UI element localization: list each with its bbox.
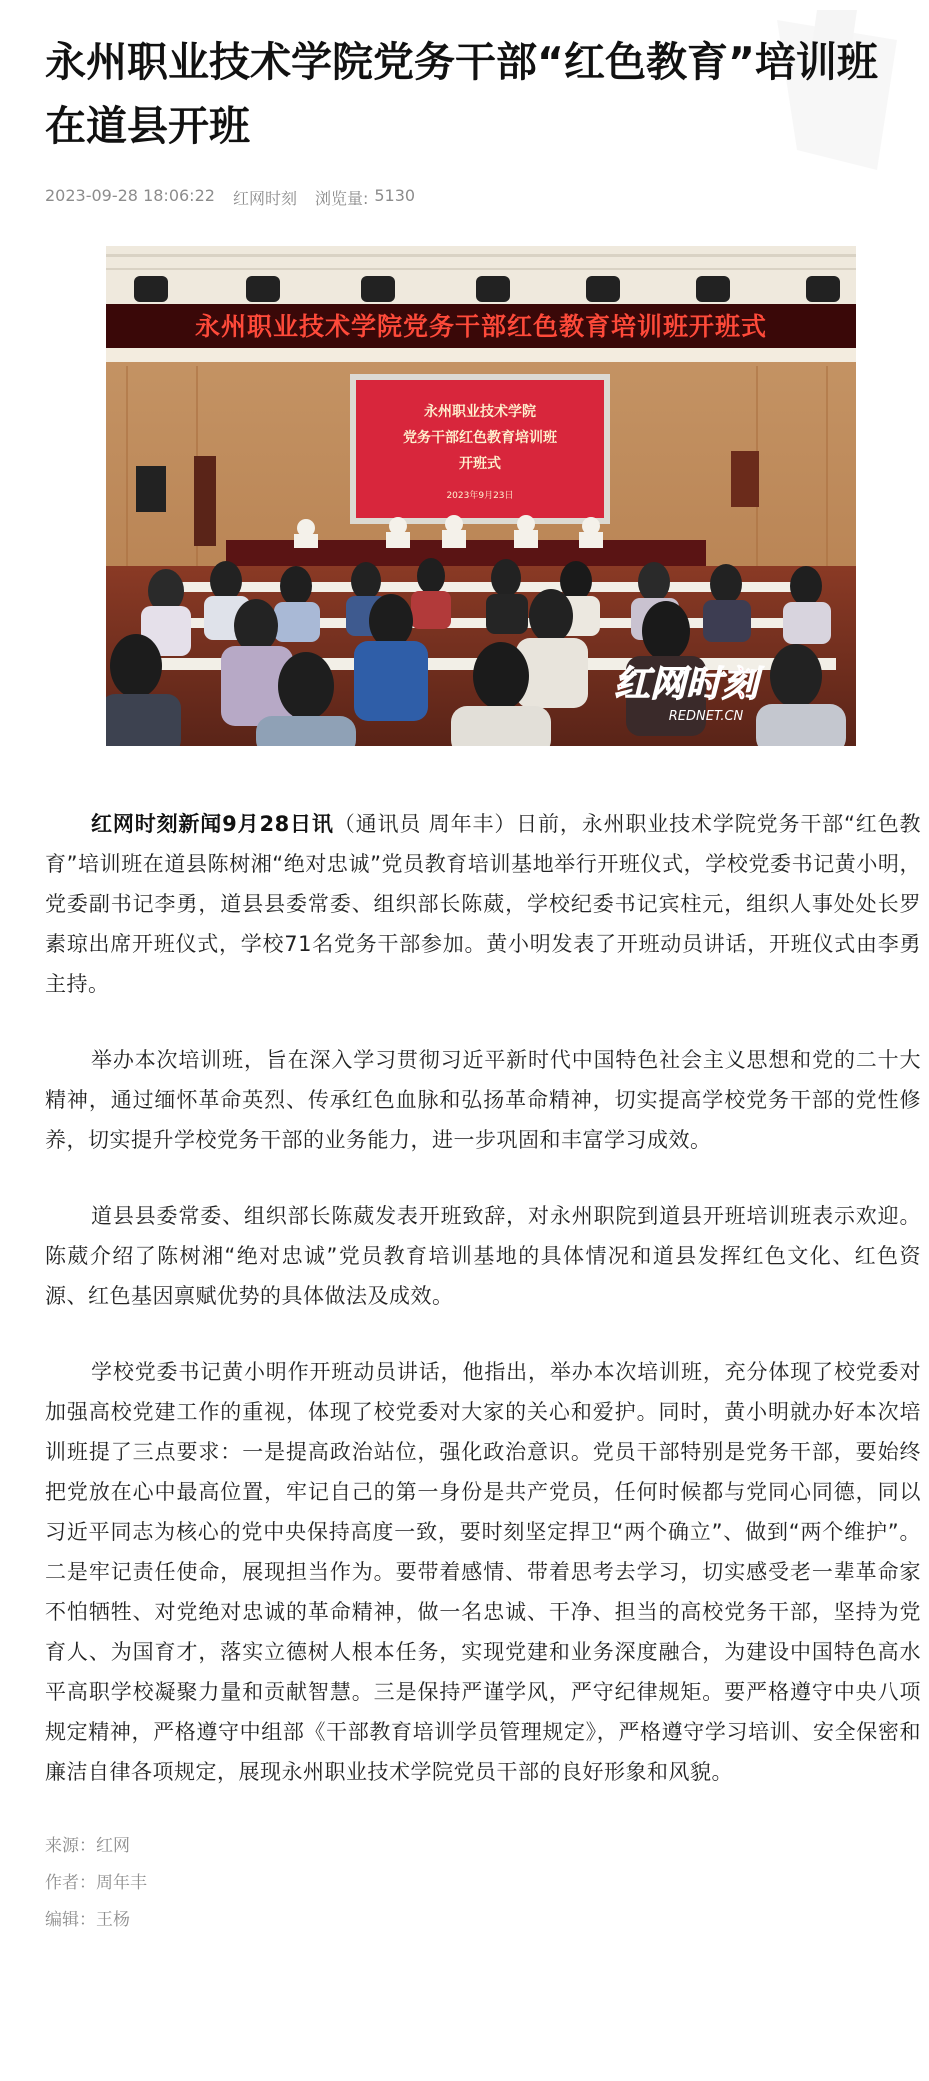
article-paragraph-3	[45, 1196, 921, 1316]
article-source: 红网时刻	[232, 189, 297, 208]
news-dateline: 红网时刻新闻9月28日讯	[91, 812, 334, 836]
article-paragraph-2	[45, 1040, 921, 1160]
photo-screen-line3: 开班式	[459, 456, 501, 472]
photo-screen-line1: 永州职业技术学院	[424, 404, 536, 420]
paragraph-text: 举办本次培训班，旨在深入学习贯彻习近平新时代中国特色社会主义思想和党的二十大精神，通过缅怀革命英烈、传承红色血脉和弘扬革命精神，切实提高学校党务干部的党性修养，切实提升学校党务干部的业务能力，进一步巩固和丰富学习成效。	[45, 1048, 921, 1152]
article-paragraph-1	[45, 804, 921, 1004]
view-count-value: 5130	[374, 186, 416, 205]
credit-editor: 编辑：王杨	[45, 1910, 130, 1930]
paragraph-text: 学校党委书记黄小明作开班动员讲话，他指出，举办本次培训班，充分体现了校党委对加强高校党建工作的重视，体现了校党委对大家的关心和爱护。同时，黄小明就办好本次培训班提了三点要求：一是提高政治站位，强化政治意识。党员干部特别是党务干部，要始终把党放在心中最高位置，牢记自己的第一身份是共产党员，任何时候都与党同心同德，同以习近平同志为核心的党中央保持高度一致，要时刻坚定捍卫“两个确立”、做到“两个维护”。二是牢记责任使命，展现担当作为。要带着感情、带着思考去学习，切实感受老一辈革命家不怕牺牲、对党绝对忠诚的革命精神，做一名忠诚、干净、担当的高校党务干部，坚持为党育人、为国育才，落实立德树人根本任务，实现党建和业务深度融合，为建设中国特色高水平高职学校凝聚力量和贡献智慧。三是保持严谨学风，严守纪律规矩。要严格遵守中央八项规定精神，严格遵守中组部《干部教育培训学员管理规定》，严格遵守学习培训、安全保密和廉洁自律各项规定，展现永州职业技术学院党员干部的良好形象和风貌。	[45, 1360, 921, 1784]
paragraph-text: （通讯员 周年丰）日前，永州职业技术学院党务干部“红色教育”培训班在道县陈树湘“绝对忠诚”党员教育培训基地举行开班仪式，学校党委书记黄小明，党委副书记李勇，道县县委常委、组织部长陈葳，学校纪委书记宾柱元，组织人事处处长罗素琼出席开班仪式，学校71名党务干部参加。黄小明发表了开班动员讲话，开班仪式由李勇主持。	[45, 812, 921, 996]
photo-banner-text: 永州职业技术学院党务干部红色教育培训班开班式	[194, 312, 768, 341]
photo-watermark-logo: 红网时刻	[613, 664, 759, 705]
view-count-label: 浏览量:	[314, 189, 369, 208]
photo-watermark-url: REDNET.CN	[668, 709, 744, 724]
photo-screen-line2: 党务干部红色教育培训班	[403, 430, 557, 446]
credit-author: 作者：周年丰	[45, 1873, 147, 1893]
article-credits	[45, 1828, 899, 1939]
article-paragraph-4	[45, 1352, 921, 1792]
publish-datetime: 2023-09-28 18:06:22	[45, 186, 215, 205]
view-count	[315, 186, 415, 209]
article-body	[45, 804, 921, 1792]
article-meta	[45, 186, 899, 209]
paragraph-text: 道县县委常委、组织部长陈葳发表开班致辞，对永州职院到道县开班培训班表示欢迎。陈葳介绍了陈树湘“绝对忠诚”党员教育培训基地的具体情况和道县发挥红色文化、红色资源、红色基因禀赋优势的具体做法及成效。	[45, 1204, 921, 1308]
photo-screen-date: 2023年9月23日	[446, 491, 514, 501]
article-photo[interactable]	[106, 246, 856, 746]
conference-hall-photo	[106, 246, 856, 746]
credit-source: 来源：红网	[45, 1836, 130, 1856]
article-title: 永州职业技术学院党务干部“红色教育”培训班在道县开班	[45, 38, 878, 150]
